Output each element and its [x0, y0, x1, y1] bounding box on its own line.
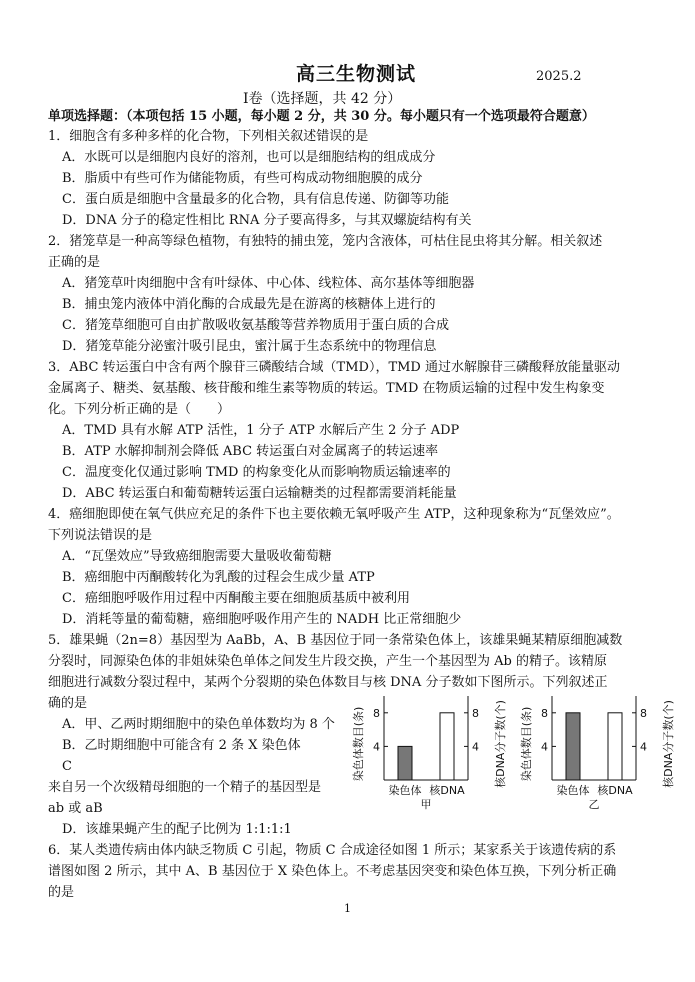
q3-stem-line3: 化。下列分析正确的是（ ）: [48, 402, 231, 417]
chart-yi-tick-label-right-4: 4: [640, 740, 647, 754]
q5-option-b: B．乙时期细胞中可能含有 2 条 X 染色体: [62, 738, 301, 753]
q4-option-c: C．癌细胞呼吸作用过程中丙酮酸主要在细胞质基质中被利用: [62, 591, 410, 606]
q4-stem-line1: 4．癌细胞即使在氧气供应充足的条件下也主要依赖无氧呼吸产生 ATP，这种现象称为“瓦堡效应”。: [48, 507, 620, 522]
q5-stem-line1: 5．雄果蝇（2n=8）基因型为 AaBb，A、B 基因位于同一条常染色体上，该雄果蝇某精原细胞减数: [48, 633, 623, 648]
q5-stem-line3: 细胞进行减数分裂过程中，某两个分裂期的染色体数目与核 DNA 分子数如下图所示。下列叙述正: [48, 675, 608, 690]
chart-jia-tick-label-left-4: 4: [373, 740, 380, 754]
chart-jia-bar-chromosome: [398, 746, 412, 780]
chart-yi-tick-label-left-8: 8: [541, 706, 548, 720]
chart-jia-ylabel: 染色体数目(条): [352, 706, 365, 782]
q2-stem-line1: 2．猪笼草是一种高等绿色植物，有独特的捕虫笼，笼内含液体，可枯住昆虫将其分解。相关叙述: [48, 234, 603, 249]
chart-yi-ylabel: 染色体数目(条): [520, 706, 533, 782]
chart-jia-tick-label-right-8: 8: [472, 706, 479, 720]
chart-yi-tick-label-left-4: 4: [541, 740, 548, 754]
q1-option-b: B．脂质中有些可作为储能物质，有些可构成动物细胞膜的成分: [62, 171, 423, 186]
chart-yi-category-label-0: 染色体: [556, 784, 590, 797]
chart-yi: [520, 692, 682, 812]
q5-option-c-cont1: 来自另一个次级精母细胞的一个精子的基因型是: [48, 780, 322, 795]
q1-option-c: C．蛋白质是细胞中含量最多的化合物，具有信息传递、防御等功能: [62, 192, 449, 207]
q5-option-a: A．甲、乙两时期细胞中的染色单体数均为 8 个: [62, 717, 335, 732]
q2-option-c: C．猪笼草细胞可自由扩散吸收氨基酸等营养物质用于蛋白质的合成: [62, 318, 449, 333]
q5-option-c: C: [62, 759, 72, 774]
q5-stem-line2: 分裂时，同源染色体的非姐妹染色单体之间发生片段交换，产生一个基因型为 Ab 的精子。该精原: [48, 654, 607, 669]
q4-option-d: D．消耗等量的葡萄糖，癌细胞呼吸作用产生的 NADH 比正常细胞少: [62, 612, 462, 627]
exam-date: 2025.2: [536, 69, 582, 84]
chart-jia-title: 甲: [420, 798, 432, 811]
chart-yi-title: 乙: [588, 798, 600, 811]
q5-option-d: D．该雄果蝇产生的配子比例为 1:1:1:1: [62, 822, 292, 837]
q3-option-c: C．温度变化仅通过影响 TMD 的构象变化从而影响物质运输速率的: [62, 465, 451, 480]
chart-jia-category-label-0: 染色体: [388, 784, 422, 797]
q4-option-b: B．癌细胞中丙酮酸转化为乳酸的过程会生成少量 ATP: [62, 570, 375, 585]
chart-jia: [352, 692, 514, 812]
q2-option-d: D．猪笼草能分泌蜜汁吸引昆虫，蜜汁属于生态系统中的物理信息: [62, 339, 437, 354]
chart-yi-bar-chromosome: [566, 713, 580, 780]
q3-stem-line1: 3．ABC 转运蛋白中含有两个腺苷三磷酸结合域（TMD），TMD 通过水解腺苷三磷酸释放能量驱动: [48, 360, 620, 375]
q1-stem: 1．细胞含有多种多样的化合物，下列相关叙述错误的是: [48, 129, 369, 144]
q2-option-a: A．猪笼草叶肉细胞中含有叶绿体、中心体、线粒体、高尔基体等细胞器: [62, 276, 475, 291]
q3-option-b: B．ATP 水解抑制剂会降低 ABC 转运蛋白对金属离子的转运速率: [62, 444, 439, 459]
q3-option-d: D．ABC 转运蛋白和葡萄糖转运蛋白运输糖类的过程都需要消耗能量: [62, 486, 457, 501]
instructions: 单项选择题：（本项包括 15 小题，每小题 2 分，共 30 分。每小题只有一个选项最符合题意）: [48, 109, 595, 124]
page-title: 高三生物测试: [296, 63, 417, 85]
q3-option-a: A．TMD 具有水解 ATP 活性，1 分子 ATP 水解后产生 2 分子 ADP: [62, 423, 460, 438]
chart-jia-category-label-1: 核DNA: [429, 784, 465, 797]
section-heading: Ⅰ卷（选择题，共 42 分）: [243, 91, 402, 107]
chart-yi-bar-dna: [608, 713, 622, 780]
chart-yi-tick-label-right-8: 8: [640, 706, 647, 720]
q1-option-d: D．DNA 分子的稳定性相比 RNA 分子要高得多，与其双螺旋结构有关: [62, 213, 472, 228]
q5-stem-line4: 确的是: [48, 696, 88, 711]
chart-jia-tick-label-left-8: 8: [373, 706, 380, 720]
q5-option-c-cont2: ab 或 aB: [48, 801, 103, 816]
q1-option-a: A．水既可以是细胞内良好的溶剂，也可以是细胞结构的组成成分: [62, 150, 436, 165]
page-number: 1: [344, 902, 351, 915]
q2-option-b: B．捕虫笼内液体中消化酶的合成最先是在游离的核糖体上进行的: [62, 297, 436, 312]
q4-option-a: A．“瓦堡效应”导致癌细胞需要大量吸收葡萄糖: [62, 549, 332, 564]
chart-yi-category-label-1: 核DNA: [597, 784, 633, 797]
q6-stem-line2: 谱图如图 2 所示，其中 A、B 基因位于 X 染色体上。不考虑基因突变和染色体互换，下列分析正确: [48, 864, 617, 879]
q4-stem-line2: 下列说法错误的是: [48, 528, 153, 543]
q6-stem-line1: 6．某人类遗传病由体内缺乏物质 C 引起，物质 C 合成途径如图 1 所示；某家系关于该遗传病的系: [48, 843, 617, 858]
chart-jia-tick-label-right-4: 4: [472, 740, 479, 754]
chart-yi-y2label: 核DNA分子数(个): [662, 700, 675, 788]
chart-jia-bar-dna: [440, 713, 454, 780]
chart-jia-y2label: 核DNA分子数(个): [494, 700, 507, 788]
q6-stem-line3: 的是: [48, 885, 75, 900]
q2-stem-line2: 正确的是: [48, 255, 101, 270]
q3-stem-line2: 金属离子、糖类、氨基酸、核苷酸和维生素等物质的转运。TMD 在物质运输的过程中发生构象变: [48, 381, 605, 396]
